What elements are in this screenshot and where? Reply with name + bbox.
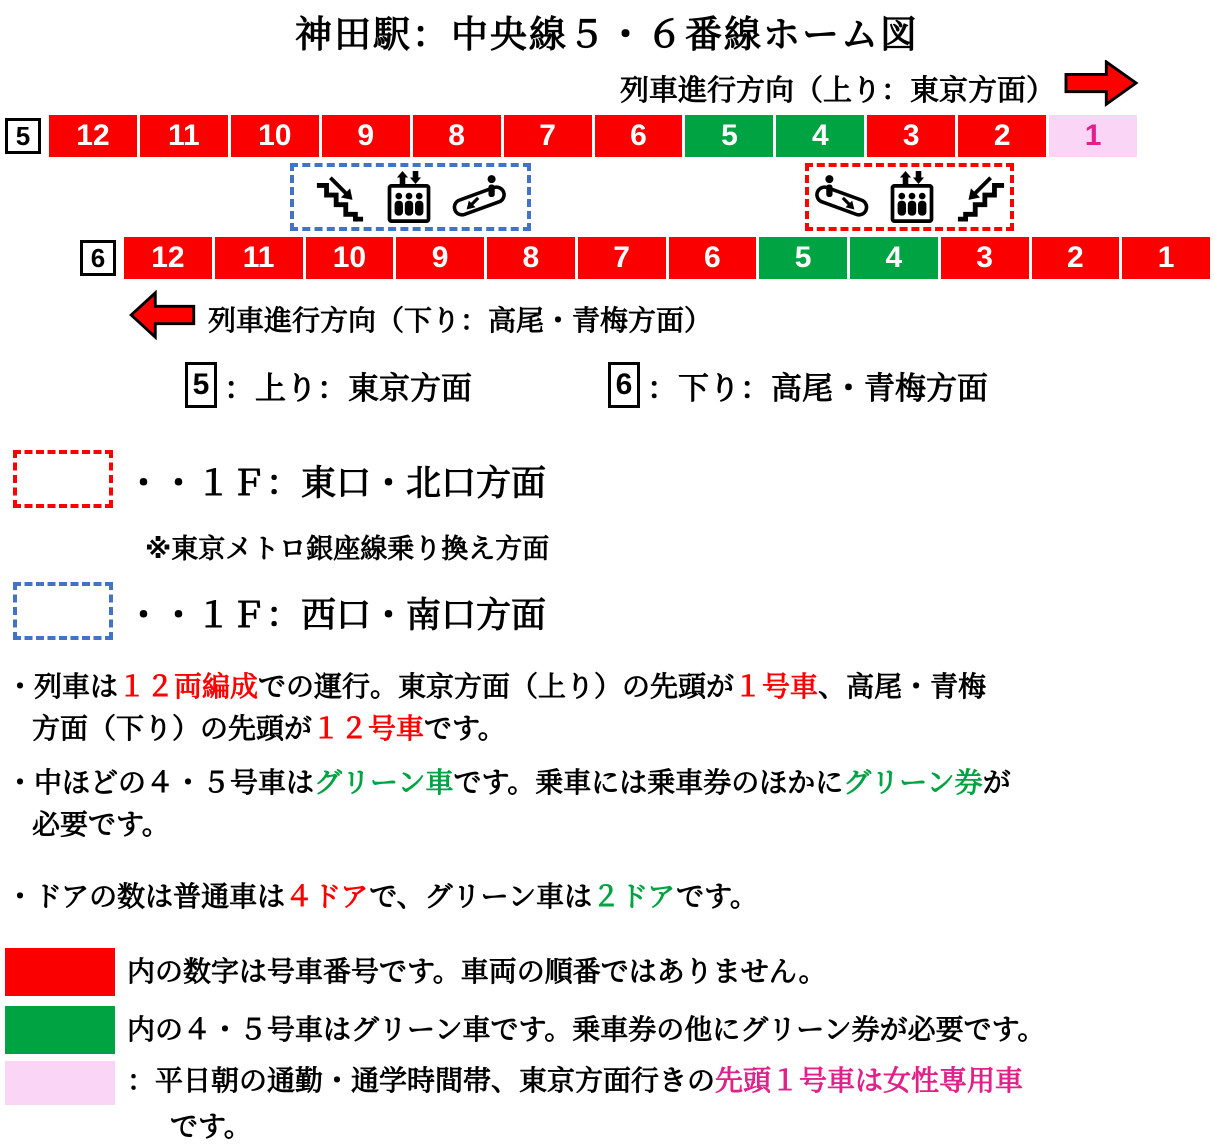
east-exit-swatch <box>13 450 113 508</box>
car-box-3: 3 <box>867 115 955 157</box>
text-segment: 先頭１号車は女性専用車 <box>715 1065 1024 1096</box>
car-box-12: 12 <box>49 115 137 157</box>
text-segment: ・列車は <box>6 671 119 702</box>
car-box-1: 1 <box>1049 115 1137 157</box>
text-segment: １２両編成 <box>118 671 259 702</box>
west-exit-label: ・・１Ｆ：西口・南口方面 <box>126 596 547 635</box>
escalator-icon <box>451 172 509 222</box>
note-line <box>6 666 1210 708</box>
legend-pink-line <box>127 1058 1023 1104</box>
car-box-8: 8 <box>413 115 501 157</box>
direction-up-label: 列車進行方向（上り：東京方面） <box>619 74 1055 107</box>
platform5-row <box>5 115 1137 157</box>
text-segment: です。 <box>424 713 506 744</box>
facility-box-west <box>290 163 531 231</box>
text-segment: での運行。東京方面（上り）の先頭が <box>258 671 735 702</box>
ginza-transfer-note: ※東京メトロ銀座線乗り換え方面 <box>145 534 550 564</box>
car-box-2: 2 <box>1032 237 1120 279</box>
text-segment: ：平日朝の通勤・通学時間帯、東京方面行きの <box>127 1065 716 1096</box>
car-box-10: 10 <box>306 237 394 279</box>
platform6-legend-number: 6 <box>608 362 640 408</box>
car-box-6: 6 <box>669 237 757 279</box>
legend-red-swatch <box>5 948 115 996</box>
car-box-2: 2 <box>958 115 1046 157</box>
car-box-11: 11 <box>215 237 303 279</box>
car-box-7: 7 <box>504 115 592 157</box>
legend-green-swatch <box>5 1006 115 1054</box>
legend-red-label <box>127 949 826 995</box>
car-box-8: 8 <box>487 237 575 279</box>
text-segment: １２号車 <box>312 713 425 744</box>
text-segment: グリーン券 <box>843 767 983 798</box>
car-box-5: 5 <box>759 237 847 279</box>
legend-red-row <box>5 948 826 996</box>
car-box-1: 1 <box>1122 237 1210 279</box>
text-segment: 必要です。 <box>32 809 170 840</box>
note-green-cars <box>6 762 1210 846</box>
legend-pink-row <box>5 1058 1023 1144</box>
text-segment: 内の数字は号車番号です。車両の順番ではありません。 <box>127 956 827 987</box>
stairs-down-icon <box>313 172 367 222</box>
car-box-3: 3 <box>941 237 1029 279</box>
direction-up <box>620 60 1140 116</box>
text-segment: グリーン車 <box>314 767 454 798</box>
text-segment: で、グリーン車は <box>369 881 593 912</box>
car-box-9: 9 <box>396 237 484 279</box>
legend-pink-line <box>127 1104 1023 1144</box>
car-box-5: 5 <box>685 115 773 157</box>
west-exit-swatch <box>13 582 113 640</box>
platform6-legend-label: ：下り：高尾・青梅方面 <box>647 370 988 406</box>
platform5-legend-label: ：上り：東京方面 <box>224 370 472 406</box>
text-segment: 方面（下り）の先頭が <box>32 713 313 744</box>
escalator-icon <box>812 172 870 222</box>
legend-pink-label <box>127 1058 1023 1144</box>
platform6-cars <box>124 237 1210 279</box>
text-segment: です。 <box>170 1111 252 1142</box>
note-line <box>6 762 1210 804</box>
text-segment: 内の４・５号車はグリーン車です。乗車券の他にグリーン券が必要です。 <box>127 1014 1046 1045</box>
stairs-down-icon <box>954 172 1008 222</box>
text-segment: 、高尾・青梅 <box>818 671 987 702</box>
platform5-number-box: 5 <box>5 118 41 154</box>
note-doors <box>6 876 1210 918</box>
text-segment: １号車 <box>734 671 819 702</box>
text-segment: が <box>982 767 1011 798</box>
platform5-legend-number: 5 <box>185 362 217 408</box>
text-segment: ・中ほどの４・５号車は <box>6 767 315 798</box>
platform5-cars <box>49 115 1137 157</box>
platform5-legend <box>185 362 472 408</box>
east-exit-label: ・・１Ｆ：東口・北口方面 <box>126 464 547 503</box>
left-arrow-icon <box>128 290 196 347</box>
platform6-number-box: 6 <box>80 240 116 276</box>
car-box-9: 9 <box>322 115 410 157</box>
right-arrow-icon <box>1063 60 1140 116</box>
note-line <box>6 876 1210 918</box>
text-segment: です。 <box>676 881 758 912</box>
car-box-10: 10 <box>231 115 319 157</box>
platform6-row <box>80 237 1210 279</box>
note-line <box>6 804 1210 846</box>
platform6-legend <box>608 362 988 408</box>
direction-down <box>128 290 712 347</box>
car-box-12: 12 <box>124 237 212 279</box>
text-segment: ２ドア <box>592 881 677 912</box>
note-line <box>6 708 1210 750</box>
car-box-4: 4 <box>850 237 938 279</box>
note-train-formation <box>6 666 1210 750</box>
legend-pink-swatch <box>5 1061 115 1105</box>
text-segment: ・ドアの数は普通車は <box>6 881 286 912</box>
car-box-6: 6 <box>595 115 683 157</box>
car-box-7: 7 <box>578 237 666 279</box>
direction-down-label: 列車進行方向（下り：高尾・青梅方面） <box>208 304 713 336</box>
text-segment: です。乗車には乗車券のほかに <box>453 767 844 798</box>
elevator-icon <box>886 171 938 223</box>
facility-box-east <box>805 163 1014 231</box>
text-segment: ４ドア <box>285 881 370 912</box>
car-box-11: 11 <box>140 115 228 157</box>
legend-green-label <box>127 1007 1045 1053</box>
car-box-4: 4 <box>776 115 864 157</box>
page-title: 神田駅：中央線５・６番線ホーム図 <box>295 14 919 55</box>
elevator-icon <box>383 171 435 223</box>
legend-green-row <box>5 1006 1045 1054</box>
